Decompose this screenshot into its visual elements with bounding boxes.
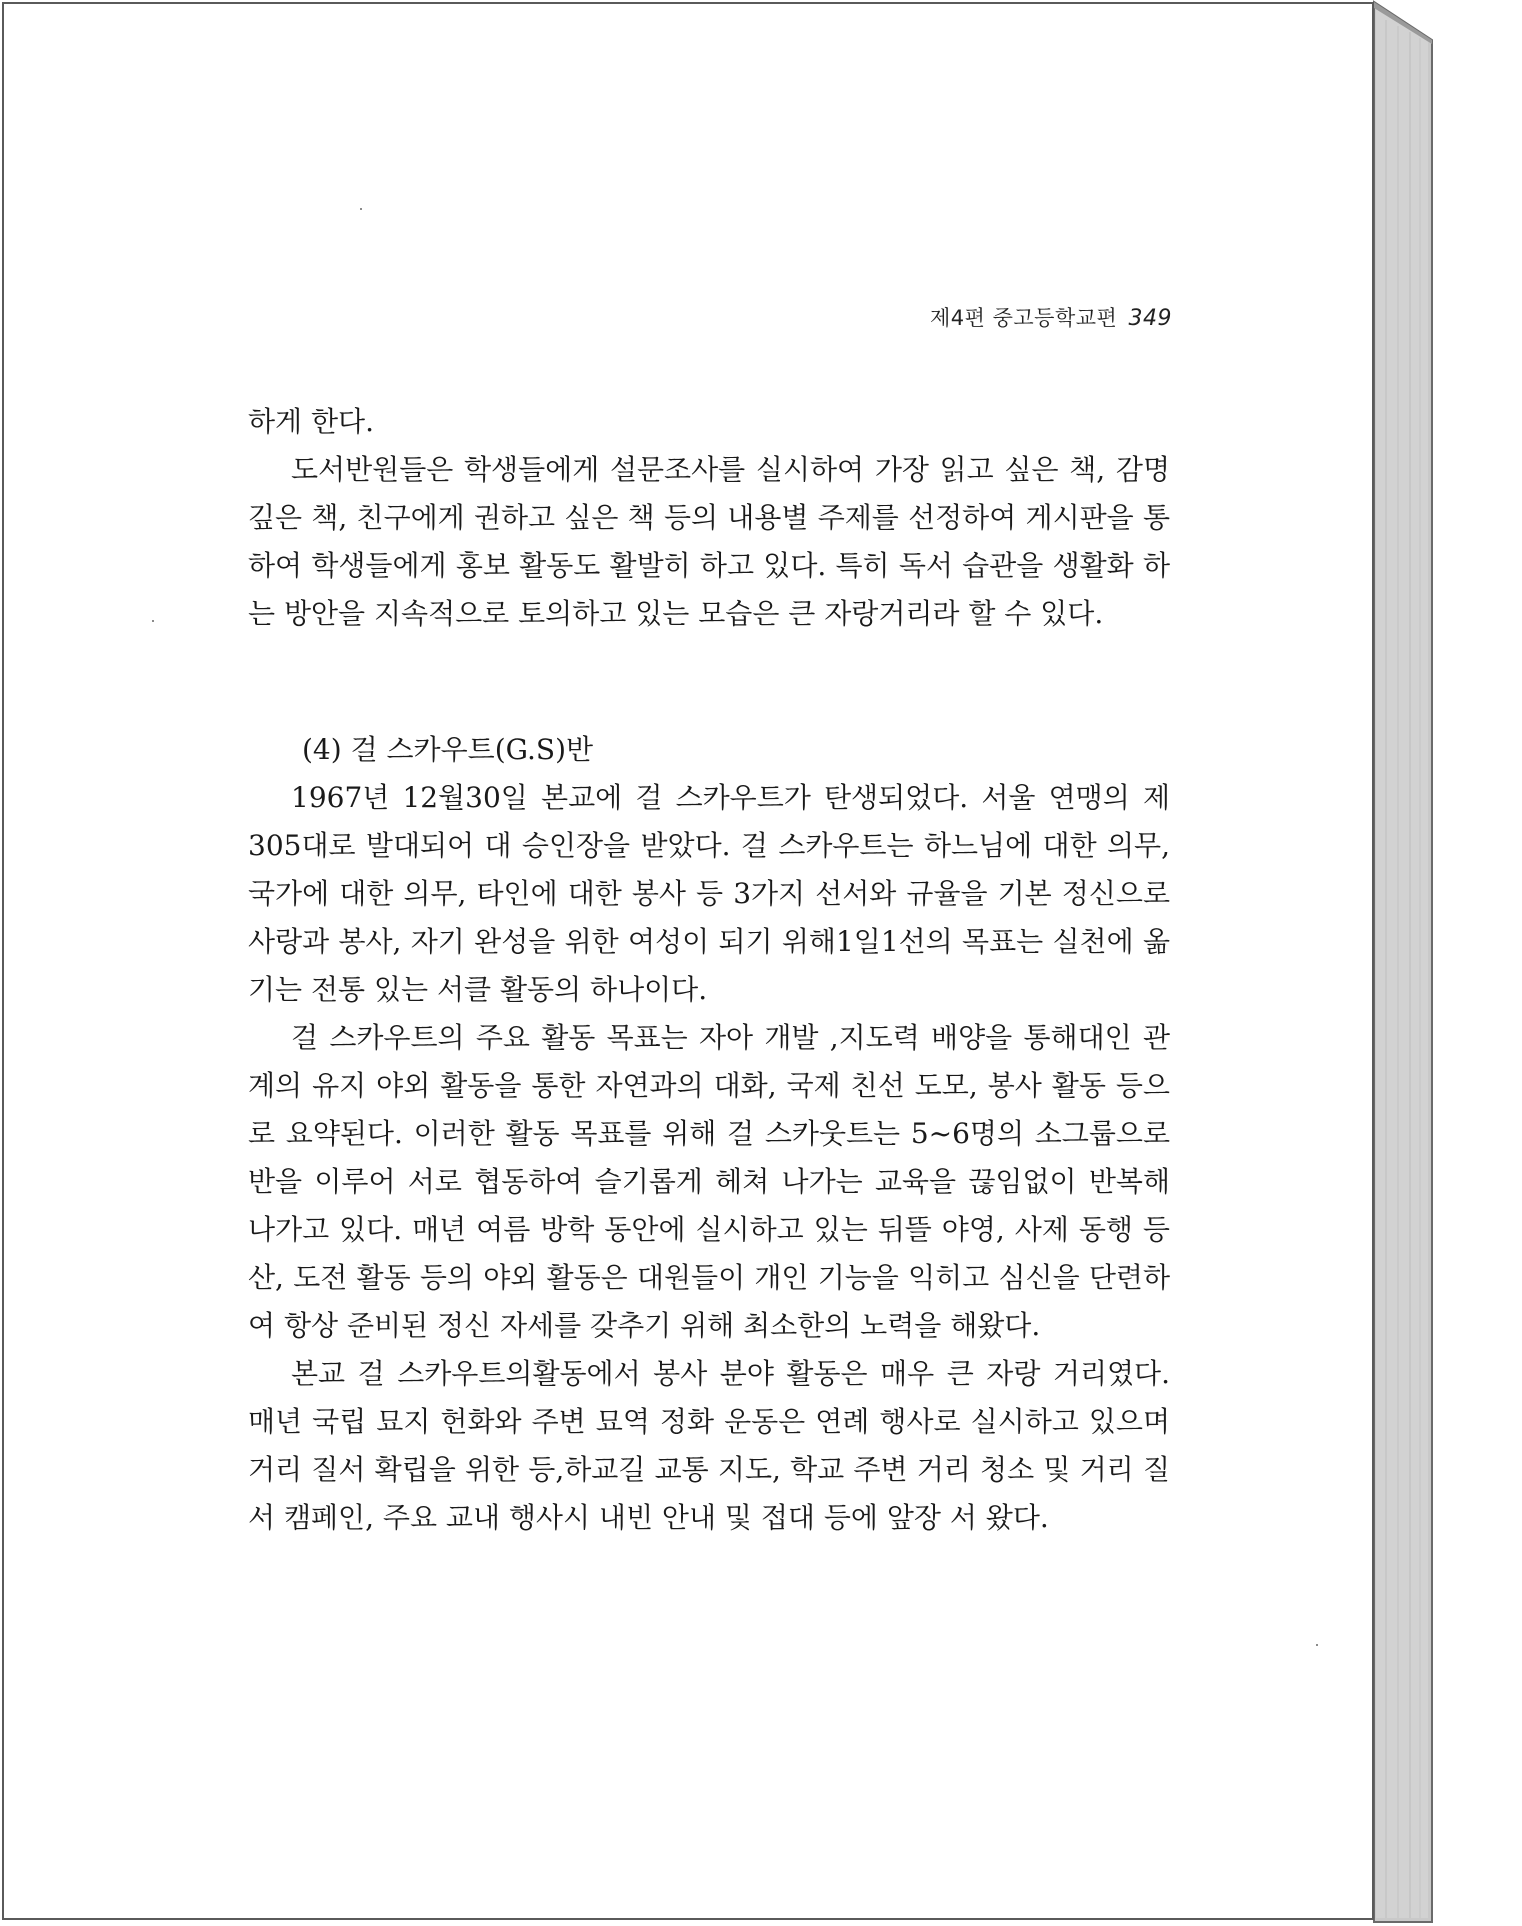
scan-speck	[152, 620, 154, 622]
scan-speck	[360, 208, 362, 210]
section-heading: (4) 걸 스카우트(G.S)반	[302, 733, 594, 766]
part-label: 제4편 중고등학교편	[929, 306, 1118, 330]
girl-scout-section	[248, 726, 1170, 1542]
section-paragraph: 1967년 12월30일 본교에 걸 스카우트가 탄생되었다. 서울 연맹의 제305대로 발대되어 대 승인장을 받았다. 걸 스카우트는 하느님에 대한 의무, 국가에 대한 의무, 타인에 대한 봉사 등 3가지 선서와 규율을 기본 정신으로 사랑과 봉사, 자기 완성을 위한 여성이 되기 위해1일1선의 목표는 실천에 옮기는 전통 있는 서클 활동의 하나이다.	[248, 781, 1170, 1006]
library-club-paragraph: 도서반원들은 학생들에게 설문조사를 실시하여 가장 읽고 싶은 책, 감명 깊은 책, 친구에게 권하고 싶은 책 등의 내용별 주제를 선정하여 게시판을 통하여 학생들에게 홍보 활동도 활발히 하고 있다. 특히 독서 습관을 생활화 하는 방안을 지속적으로 토의하고 있는 모습은 큰 자랑거리라 할 수 있다.	[248, 453, 1170, 630]
continued-paragraph: 하게 한다.	[248, 405, 374, 438]
scan-speck	[1316, 1644, 1318, 1646]
section-paragraph: 본교 걸 스카우트의활동에서 봉사 분야 활동은 매우 큰 자랑 거리였다. 매년 국립 묘지 헌화와 주변 묘역 정화 운동은 연례 행사로 실시하고 있으며 거리 질서 확립을 위한 등,하교길 교통 지도, 학교 주변 거리 청소 및 거리 질서 캠페인, 주요 교내 행사시 내빈 안내 및 접대 등에 앞장 서 왔다.	[248, 1357, 1170, 1534]
section-paragraph: 걸 스카우트의 주요 활동 목표는 자아 개발 ,지도력 배양을 통해대인 관계의 유지 야외 활동을 통한 자연과의 대화, 국제 친선 도모, 봉사 활동 등으로 요약된다. 이러한 활동 목표를 위해 걸 스카웃트는 5~6명의 소그룹으로 반을 이루어 서로 협동하여 슬기롭게 헤쳐 나가는 교육을 끊임없이 반복해 나가고 있다. 매년 여름 방학 동안에 실시하고 있는 뒤뜰 야영, 사제 동행 등산, 도전 활동 등의 야외 활동은 대원들이 개인 기능을 익히고 심신을 단련하여 항상 준비된 정신 자세를 갖추기 위해 최소한의 노력을 해왔다.	[248, 1021, 1170, 1342]
running-header	[930, 302, 1172, 332]
page-number: 349	[1128, 306, 1172, 331]
page-body-top	[248, 398, 1170, 638]
